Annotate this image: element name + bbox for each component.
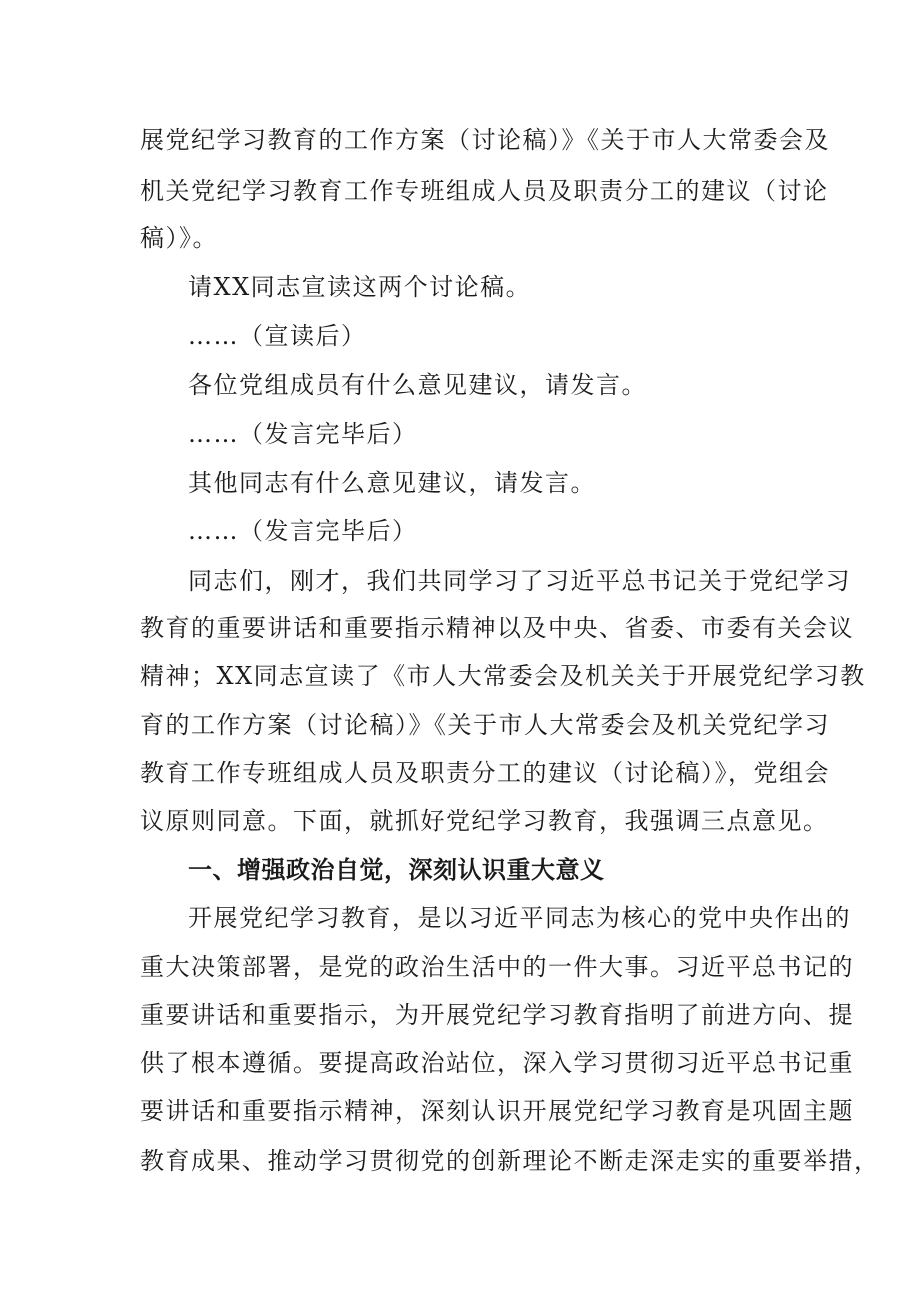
body-text-line: 教育成果、推动学习贯彻党的创新理论不断走深走实的重要举措，	[140, 1147, 880, 1175]
body-text-line: 请XX同志宣读这两个讨论稿。	[188, 273, 532, 301]
body-text-line: 稿）》。	[140, 224, 218, 252]
body-text-line: 各位党组成员有什么意见建议，请发言。	[188, 371, 647, 399]
body-text-line: 要讲话和重要指示精神，深刻认识开展党纪学习教育是巩固主题	[140, 1097, 854, 1125]
section-heading: 一、增强政治自觉，深刻认识重大意义	[188, 856, 605, 884]
body-text-line: ……（发言完毕后）	[188, 517, 418, 545]
body-text-line: 展党纪学习教育的工作方案（讨论稿）》《关于市人大常委会及	[140, 126, 830, 154]
body-text-line: 重大决策部署，是党的政治生活中的一件大事。习近平总书记的	[140, 953, 854, 981]
body-text-line: 教育的重要讲话和重要指示精神以及中央、省委、市委有关会议	[140, 614, 854, 642]
body-text-line: 精神；XX同志宣读了《市人大常委会及机关关于开展党纪学习教	[140, 662, 866, 690]
body-text-line: 机关党纪学习教育工作专班组成人员及职责分工的建议（讨论	[140, 177, 829, 205]
body-text-line: ……（宣读后）	[188, 322, 367, 350]
body-text-line: 同志们，刚才，我们共同学习了习近平总书记关于党纪学习	[188, 567, 851, 595]
body-text-line: 教育工作专班组成人员及职责分工的建议（讨论稿）》，党组会	[140, 759, 830, 787]
body-text-line: 议原则同意。下面，就抓好党纪学习教育，我强调三点意见。	[140, 807, 829, 835]
body-text-line: ……（发言完毕后）	[188, 420, 418, 448]
body-text-line: 供了根本遵循。要提高政治站位，深入学习贯彻习近平总书记重	[140, 1049, 854, 1077]
body-text-line: 育的工作方案（讨论稿）》《关于市人大常委会及机关党纪学习	[140, 711, 830, 739]
body-text-line: 其他同志有什么意见建议，请发言。	[188, 469, 596, 497]
body-text-line: 开展党纪学习教育，是以习近平同志为核心的党中央作出的	[188, 904, 851, 932]
body-text-line: 重要讲话和重要指示，为开展党纪学习教育指明了前进方向、提	[140, 1001, 854, 1029]
